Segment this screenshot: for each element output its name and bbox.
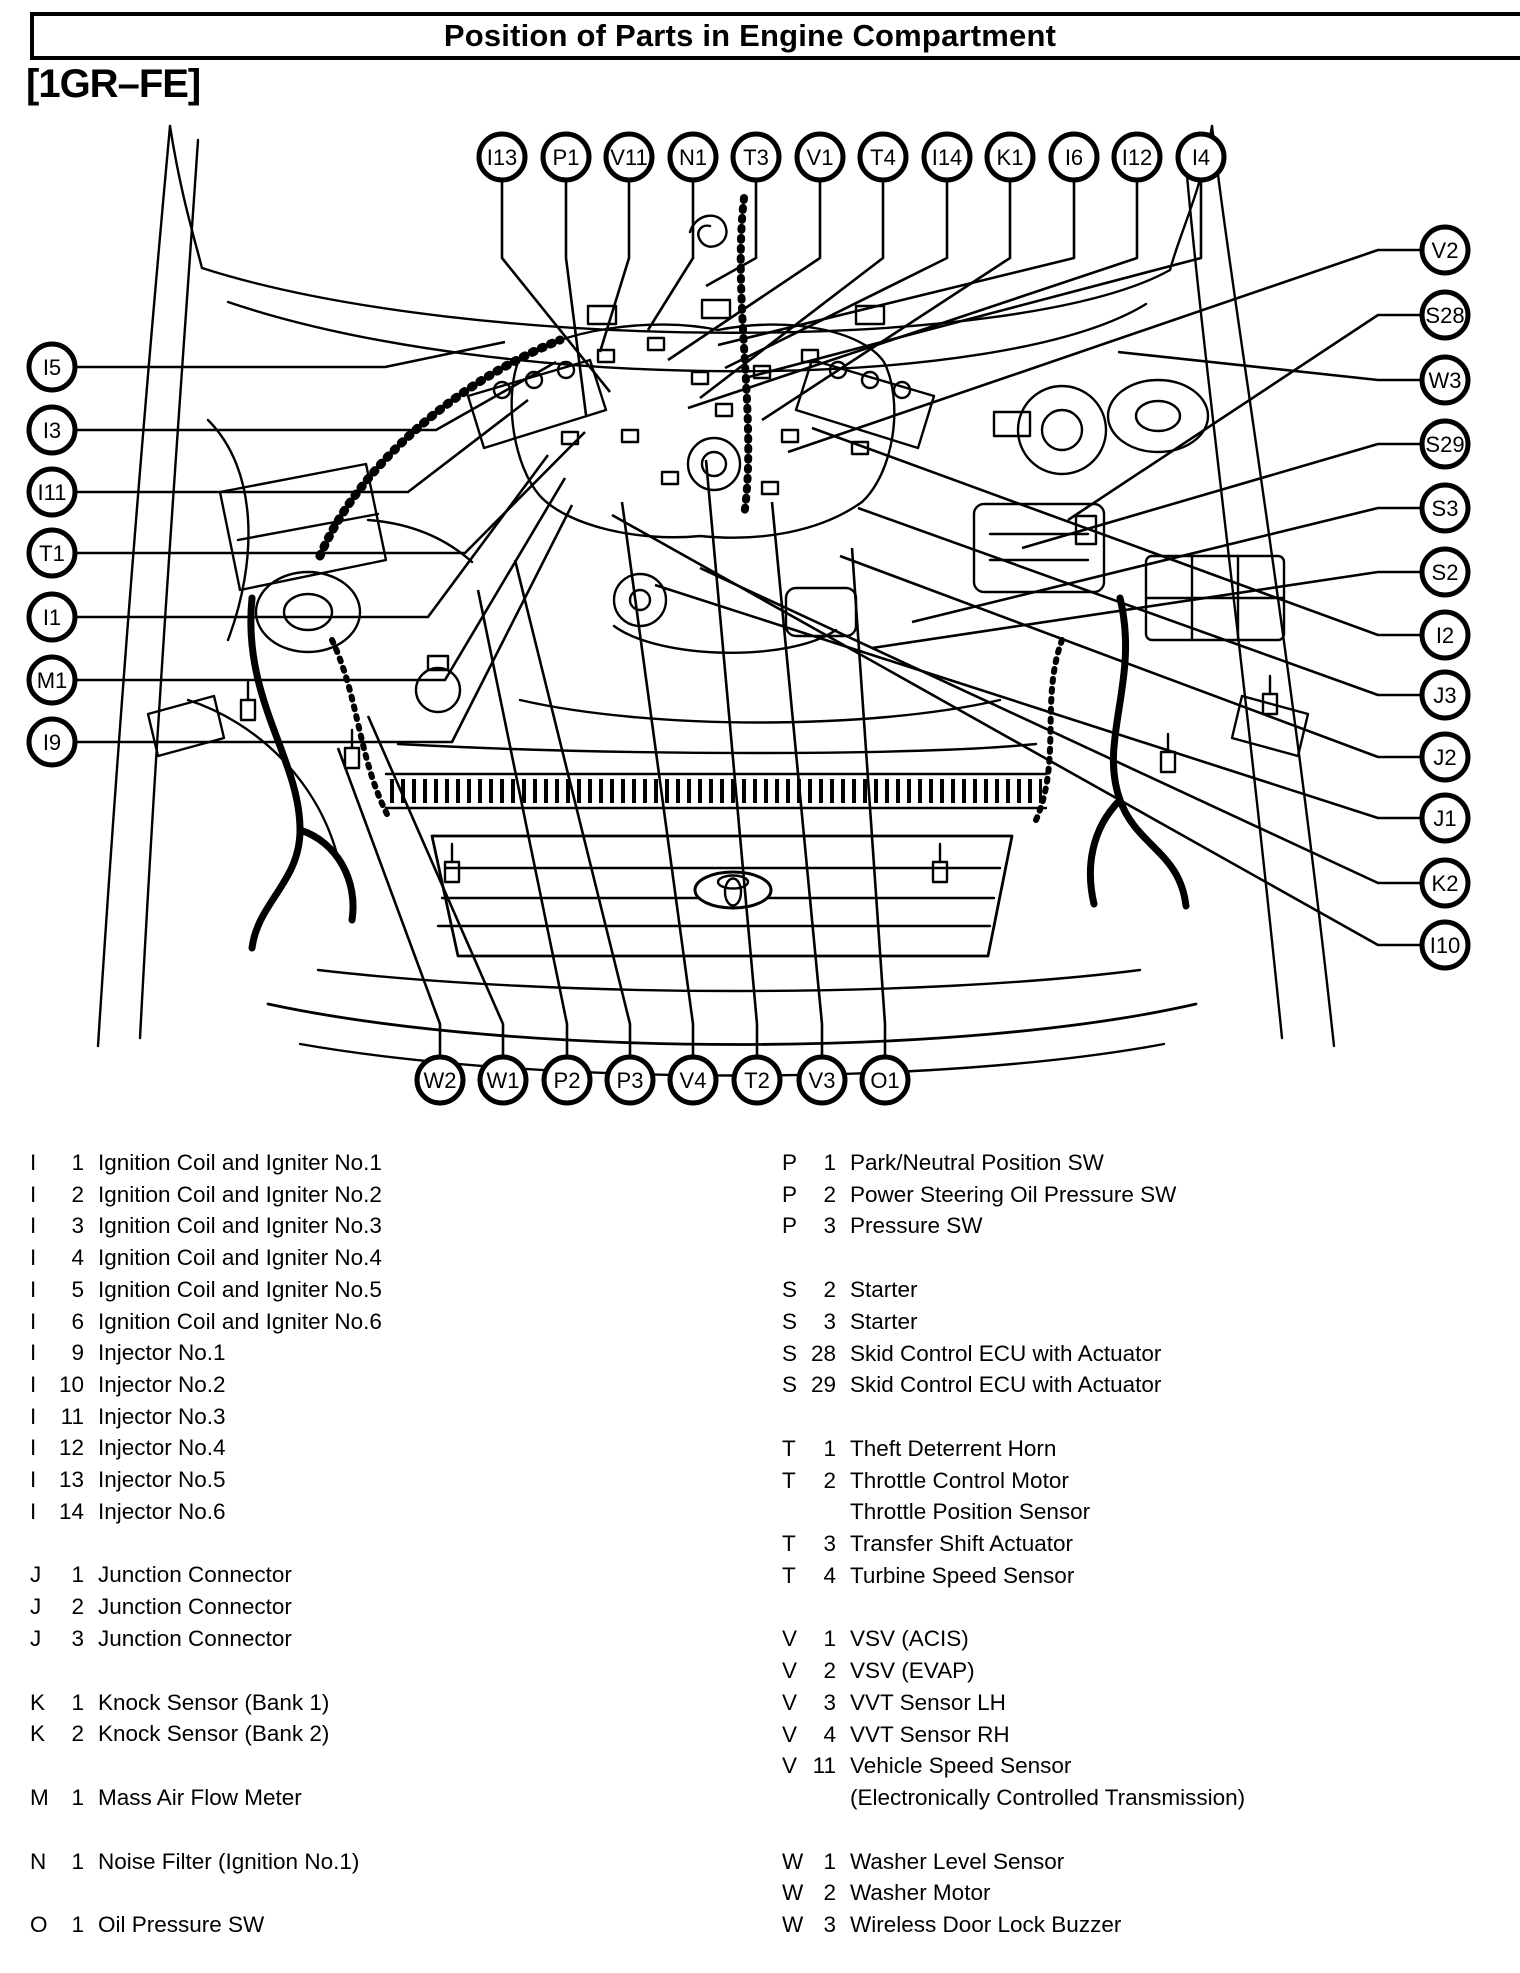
callout-P3 [607,1057,653,1103]
svg-text:I5: I5 [42,354,62,380]
callout-J1 [1422,795,1468,841]
legend-row [782,1909,1472,1941]
leader-line [75,342,505,367]
legend-code-number: 1 [823,1848,836,1874]
legend-row [782,1877,1472,1909]
legend-code-number: 11 [60,1403,84,1429]
svg-text:I1: I1 [42,604,62,630]
legend-part-name: Injector No.3 [98,1403,226,1429]
legend-code-letter: V [782,1721,798,1747]
svg-text:V3: V3 [808,1067,836,1093]
legend-code-letter: I [30,1181,37,1207]
legend-code-letter: I [30,1213,37,1239]
leader-line [75,505,572,742]
svg-text:I2: I2 [1435,622,1455,648]
callout-P2 [544,1057,590,1103]
legend-code-number: 2 [823,1658,836,1684]
legend-code-number: 2 [71,1594,84,1620]
legend-code-number: 3 [823,1531,836,1557]
legend-code-number: 9 [71,1340,84,1366]
svg-text:T2: T2 [744,1067,770,1093]
legend-code-number: 1 [71,1848,84,1874]
legend-row [30,1337,782,1369]
svg-text:S29: S29 [1425,431,1465,457]
legend-group [30,1782,782,1814]
legend-code-letter: I [30,1498,37,1524]
legend-code-letter: I [30,1308,37,1334]
page-title-bar [30,12,1520,60]
callout-K1 [987,134,1033,180]
legend-row [782,1147,1472,1179]
leader-line [840,556,1422,757]
legend-code-letter: V [782,1658,798,1684]
legend-code-letter: N [30,1848,47,1874]
legend-code-letter: I [30,1371,37,1397]
callout-S2 [1422,549,1468,595]
legend-group [782,1433,1472,1592]
legend-part-name: Skid Control ECU with Actuator [850,1340,1162,1366]
legend-row [30,1179,782,1211]
legend-code-number: 2 [823,1277,836,1303]
legend-row [782,1782,1472,1814]
legend-code-number: 1 [71,1562,84,1588]
legend-code-number: 14 [58,1498,84,1524]
svg-text:O1: O1 [870,1067,900,1093]
svg-text:I13: I13 [486,144,518,170]
legend-code-number: 3 [823,1912,836,1938]
leader-line [745,180,1201,378]
legend-row [30,1242,782,1274]
legend-group [30,1559,782,1654]
cowl-arc-lower [228,302,1146,371]
callout-I9 [29,719,75,765]
svg-text:J2: J2 [1433,744,1457,770]
legend-row [30,1687,782,1719]
legend-code-letter: W [782,1848,804,1874]
legend-part-name: Oil Pressure SW [98,1912,265,1938]
callout-J3 [1422,672,1468,718]
callout-O1 [862,1057,908,1103]
leader-line [706,180,756,286]
legend-code-letter: T [782,1531,796,1557]
legend-part-name: Ignition Coil and Igniter No.2 [98,1181,382,1207]
legend-code-letter [782,1496,802,1528]
cowl-arc-upper [202,268,1170,333]
alternator [614,574,666,626]
svg-text:I12: I12 [1121,144,1153,170]
svg-text:I14: I14 [931,144,963,170]
reservoir-cap [416,668,460,712]
legend-code-number: 1 [823,1626,836,1652]
legend-code-letter: O [30,1912,48,1938]
engine-line-art [98,126,1334,1076]
svg-text:V4: V4 [679,1067,707,1093]
callout-I6 [1051,134,1097,180]
legend-part-name: Ignition Coil and Igniter No.5 [98,1276,382,1302]
legend-part-name: Skid Control ECU with Actuator [850,1372,1162,1398]
callout-W3 [1422,357,1468,403]
legend-code-letter [782,1782,802,1814]
fender-line-left-inner [140,140,198,1038]
legend-code-letter: J [30,1562,42,1588]
legend-column-right [782,1147,1472,1973]
legend-code-letter: T [782,1562,796,1588]
legend-group [782,1623,1472,1813]
legend-part-name: VSV (EVAP) [850,1658,975,1684]
legend-code-number: 4 [823,1721,836,1747]
svg-text:T4: T4 [870,144,896,170]
legend-part-name: Noise Filter (Ignition No.1) [98,1848,360,1874]
page-title: Position of Parts in Engine Compartment [443,18,1057,53]
legend-column-left [30,1147,782,1973]
legend-code-letter: S [782,1340,798,1366]
legend-row [30,1147,782,1179]
callout-N1 [670,134,716,180]
legend-code-number: 28 [810,1340,836,1366]
legend-row [30,1274,782,1306]
legend-part-name: VSV (ACIS) [850,1626,969,1652]
svg-text:P3: P3 [616,1067,644,1093]
leader-line [75,455,548,617]
legend-part-name: Knock Sensor (Bank 2) [98,1721,330,1747]
legend-part-name: Injector No.2 [98,1371,226,1397]
legend-row [30,1464,782,1496]
bumper-upper [318,970,1140,991]
legend-part-name: Injector No.4 [98,1435,226,1461]
callout-S28 [1422,292,1468,338]
legend-part-name: Injector No.1 [98,1340,226,1366]
legend-row [30,1496,782,1528]
svg-text:S28: S28 [1425,302,1465,328]
svg-text:K2: K2 [1431,870,1459,896]
callout-I13 [479,134,525,180]
legend-code-letter: P [782,1181,798,1207]
strut-tower-right [1108,380,1208,452]
callout-I4 [1178,134,1224,180]
callout-W2 [417,1057,463,1103]
callout-T2 [734,1057,780,1103]
svg-text:W2: W2 [423,1067,457,1093]
legend-code-number: 1 [71,1150,84,1175]
legend-part-name: Knock Sensor (Bank 1) [98,1689,330,1715]
legend-code-letter: I [30,1435,37,1461]
hose-curl [690,216,726,247]
leader-line [706,460,757,1057]
svg-text:W1: W1 [486,1067,520,1093]
harness-dotted-left [320,340,560,556]
legend-part-name: Washer Motor [850,1880,991,1906]
callout-leader-lines [75,180,1422,1057]
callout-I2 [1422,612,1468,658]
callout-M1 [29,657,75,703]
fender-line-left-outer [98,126,170,1046]
legend-row [782,1719,1472,1751]
svg-text:M1: M1 [36,667,68,693]
legend-row [782,1210,1472,1242]
intake-snorkel [368,520,472,562]
legend-row [30,1210,782,1242]
toyota-emblem-icon [695,872,771,908]
legend-row [782,1560,1472,1592]
legend-group [782,1147,1472,1242]
legend-code-number: 2 [823,1467,836,1493]
legend-code-letter: I [30,1340,37,1366]
legend-part-name: Junction Connector [98,1594,292,1620]
legend-part-name: Turbine Speed Sensor [850,1562,1075,1588]
legend-code-letter: I [30,1150,37,1175]
svg-text:I9: I9 [42,729,62,755]
legend-part-name: Junction Connector [98,1625,292,1651]
legend-row [782,1369,1472,1401]
legend-code-letter: P [782,1213,798,1239]
svg-text:P2: P2 [553,1067,581,1093]
legend-row [30,1369,782,1401]
legend-code-letter: P [782,1150,798,1175]
legend-code-number: 6 [71,1308,84,1334]
callout-V11 [606,134,652,180]
legend-row [782,1846,1472,1878]
legend-code-letter: I [30,1245,37,1271]
callout-V2 [1422,227,1468,273]
legend-row [782,1623,1472,1655]
svg-text:V11: V11 [610,144,648,170]
svg-text:S3: S3 [1431,495,1459,521]
legend-code-letter: S [782,1308,798,1334]
fender-line-right-outer [1212,126,1334,1046]
legend-row [782,1496,1472,1528]
legend-group [782,1846,1472,1941]
callout-I12 [1114,134,1160,180]
callout-J2 [1422,734,1468,780]
legend-code-letter: I [30,1276,37,1302]
leader-line [648,180,693,330]
leader-line [725,180,947,368]
legend-part-name: Mass Air Flow Meter [98,1784,302,1810]
legend-part-name: Wireless Door Lock Buzzer [850,1912,1122,1938]
legend-code-letter: V [782,1689,798,1715]
legend-code-number: 1 [823,1150,836,1175]
legend-row [30,1718,782,1750]
legend-part-name: (Electronically Controlled Transmission) [850,1784,1246,1810]
legend-row [782,1306,1472,1338]
legend-part-name: Throttle Control Motor [850,1467,1069,1493]
svg-text:J3: J3 [1433,682,1457,708]
legend-row [30,1846,782,1878]
svg-text:S2: S2 [1431,559,1459,585]
legend-code-letter: J [30,1625,42,1651]
legend-part-name: Ignition Coil and Igniter No.1 [98,1150,382,1175]
legend-part-name: Power Steering Oil Pressure SW [850,1181,1177,1207]
legend-row [30,1559,782,1591]
legend-code-letter: S [782,1372,798,1398]
legend-code-number: 3 [823,1689,836,1715]
legend-code-number: 29 [810,1372,836,1398]
leader-line [762,180,1010,420]
radiator-support [398,744,1036,753]
legend-code-letter: K [30,1721,46,1747]
legend-part-name: VVT Sensor RH [850,1721,1010,1747]
callout-V4 [670,1057,716,1103]
legend-part-name: Theft Deterrent Horn [850,1435,1057,1461]
bumper-main [268,1004,1196,1045]
legend-code-number: 3 [823,1213,836,1239]
legend-code-number [802,1496,836,1528]
legend-code-number: 3 [71,1213,84,1239]
legend-part-name: Injector No.5 [98,1467,226,1493]
legend-code-number: 2 [71,1181,84,1207]
legend-row [30,1623,782,1655]
legend-group [30,1846,782,1878]
legend-code-number: 2 [823,1880,836,1906]
legend-part-name: Park/Neutral Position SW [850,1150,1104,1175]
callout-S3 [1422,485,1468,531]
legend-code-number: 12 [58,1435,84,1461]
leader-line [1068,315,1422,520]
legend-code-number: 1 [71,1689,84,1715]
svg-text:I10: I10 [1429,932,1461,958]
legend-code-number: 3 [71,1625,84,1651]
legend-row [782,1338,1472,1370]
legend-part-name: Injector No.6 [98,1498,226,1524]
legend-row [782,1433,1472,1465]
svg-text:N1: N1 [678,144,708,170]
callout-K2 [1422,860,1468,906]
svg-text:I11: I11 [37,479,67,505]
leader-line [566,180,586,415]
svg-text:I3: I3 [42,417,62,443]
leader-line [718,180,1074,345]
legend-code-letter: M [30,1784,49,1810]
callout-I11 [29,469,75,515]
legend-part-name: Vehicle Speed Sensor [850,1753,1072,1779]
svg-text:P1: P1 [552,144,580,170]
legend-group [782,1274,1472,1401]
legend-part-name: Transfer Shift Actuator [850,1531,1074,1557]
legend-group [30,1909,782,1941]
throttle-body [688,438,740,490]
legend-code-number: 13 [58,1467,84,1493]
svg-text:K1: K1 [996,144,1024,170]
legend-code-letter: T [782,1435,796,1461]
legend-row [782,1528,1472,1560]
legend-row [782,1750,1472,1782]
legend-code-number: 1 [823,1435,836,1461]
callout-I10 [1422,922,1468,968]
legend-code-letter: S [782,1277,798,1303]
legend-code-letter: I [30,1467,37,1493]
engine-code-label: [1GR–FE] [26,62,201,106]
callout-I1 [29,594,75,640]
callout-P1 [543,134,589,180]
legend-part-name: Starter [850,1277,918,1303]
legend-code-number: 3 [823,1308,836,1334]
svg-text:W3: W3 [1428,367,1462,393]
svg-text:V1: V1 [806,144,834,170]
svg-text:T3: T3 [743,144,769,170]
svg-text:I4: I4 [1191,144,1211,170]
callout-V3 [799,1057,845,1103]
legend-code-letter: W [782,1880,804,1906]
callout-S29 [1422,421,1468,467]
callout-I14 [924,134,970,180]
svg-text:I6: I6 [1064,144,1084,170]
legend-code-letter: I [30,1403,37,1429]
legend-part-name: Ignition Coil and Igniter No.4 [98,1245,382,1271]
legend-code-number: 1 [71,1912,84,1938]
svg-text:T1: T1 [39,540,65,566]
legend-row [30,1909,782,1941]
callout-I3 [29,407,75,453]
legend-part-name: Starter [850,1308,918,1334]
legend-row [30,1591,782,1623]
legend-code-letter: T [782,1467,796,1493]
legend-part-name: Ignition Coil and Igniter No.6 [98,1308,382,1334]
legend-code-letter: J [30,1594,42,1620]
leader-line [852,548,885,1057]
legend-row [782,1655,1472,1687]
legend-part-name: Pressure SW [850,1213,983,1239]
callout-T1 [29,530,75,576]
legend-code-letter: V [782,1626,798,1652]
legend-part-name: Throttle Position Sensor [850,1499,1091,1525]
legend-part-name: Junction Connector [98,1562,292,1588]
legend-part-name: Ignition Coil and Igniter No.3 [98,1213,382,1239]
leader-line [1118,352,1422,380]
callout-T3 [733,134,779,180]
callout-V1 [797,134,843,180]
legend-row [30,1432,782,1464]
legend-group [30,1147,782,1527]
legend-code-letter: W [782,1912,804,1938]
legend-row [782,1179,1472,1211]
engine-connectors [562,338,868,494]
legend-row [782,1274,1472,1306]
legend-part-name: VVT Sensor LH [850,1689,1006,1715]
callout-I5 [29,344,75,390]
legend-code-letter: V [782,1753,798,1779]
legend-code-number: 11 [812,1753,836,1779]
legend-row [30,1401,782,1433]
legend-code-number: 2 [71,1721,84,1747]
legend-row [30,1306,782,1338]
legend-code-number: 4 [71,1245,84,1271]
parts-legend [30,1147,1472,1973]
callout-W1 [480,1057,526,1103]
legend-group [30,1687,782,1750]
svg-text:V2: V2 [1431,237,1459,263]
legend-code-number: 10 [58,1371,84,1397]
legend-part-name: Washer Level Sensor [850,1848,1065,1874]
legend-row [782,1687,1472,1719]
legend-code-number [802,1782,836,1814]
legend-code-letter: K [30,1689,46,1715]
svg-text:J1: J1 [1433,805,1457,831]
legend-code-number: 2 [823,1181,836,1207]
legend-row [782,1465,1472,1497]
callout-T4 [860,134,906,180]
legend-code-number: 1 [71,1784,84,1810]
legend-code-number: 4 [823,1562,836,1588]
legend-code-number: 5 [71,1276,84,1302]
legend-row [30,1782,782,1814]
leader-line [655,585,1422,818]
